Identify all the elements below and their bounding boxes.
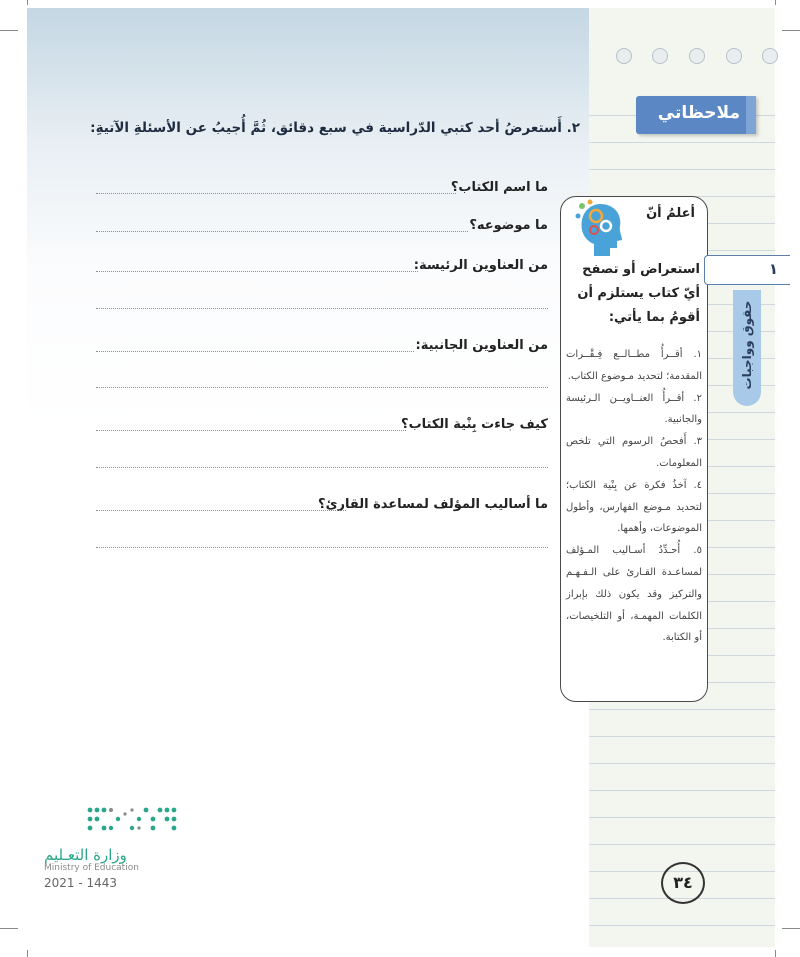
answer-row-side-headings <box>96 338 548 358</box>
list-item: ٥. أُحـدِّدُ أسـاليب المـؤلف لمساعـدة القـارئ على الـفـهـم والتركيز وقد يكون ذلك بإبراز الكلمات المهمـة، أو التلخيصات، أو الكتابة. <box>566 545 702 644</box>
head-gears-icon <box>570 196 626 258</box>
notes-tab-edge <box>746 96 756 134</box>
crop-mark <box>0 928 18 929</box>
answer-row-topic <box>96 218 548 238</box>
question-book-name: ما اسم الكتاب؟ <box>450 180 548 195</box>
binder-ring <box>689 48 705 64</box>
list-item: ٤. آخذُ فكرة عن بِنْية الكتاب؛ لتحديد مـوضع الفهارس، وأطول الموضوعات، وأهمها. <box>566 479 702 535</box>
question-title: ٢. أَستعرضُ أحد كتبي الدّراسية في سبع دقائق، ثُمَّ أُجيبُ عن الأسئلةِ الآتيةِ: <box>90 120 580 136</box>
answer-line[interactable] <box>96 510 346 511</box>
crop-mark <box>775 0 776 5</box>
notes-header-tab <box>636 96 756 134</box>
notes-title: ملاحظاتي <box>657 103 740 123</box>
unit-title: حقوق وواجبات <box>740 300 754 390</box>
answer-line[interactable] <box>96 231 468 232</box>
list-item: ٢. أقــرأُ العنــاويــن الـرئيسة والجانبية. <box>566 392 702 426</box>
answer-row-book-name <box>96 180 548 200</box>
unit-number: ١ <box>768 260 778 278</box>
ministry-name-arabic: وزارة التعـليم <box>44 846 127 864</box>
crop-mark <box>775 950 776 957</box>
answer-row-main-headings <box>96 258 548 278</box>
question-side-headings: من العناوين الجانبية: <box>415 338 548 353</box>
list-item: ٣. أَفحصُ الرسوم التي تلخص المعلومات. <box>566 436 702 469</box>
answer-row-methods <box>96 497 548 517</box>
answer-line[interactable] <box>96 308 548 309</box>
list-item: ١. أقــرأُ مطــالــع فِـقْــرات المقدمة؛ لتحديد مـوضوع الكتاب. <box>566 349 702 382</box>
answer-line[interactable] <box>96 430 406 431</box>
crop-mark <box>782 30 800 31</box>
know-box-list <box>566 344 702 649</box>
question-main-headings: من العناوين الرئيسة: <box>413 258 548 273</box>
page-number: ٣٤ <box>661 862 705 904</box>
answer-line[interactable] <box>96 271 418 272</box>
ministry-logo-icon <box>86 806 178 836</box>
answer-line[interactable] <box>96 351 414 352</box>
answer-line[interactable] <box>96 467 548 468</box>
answer-row-structure <box>96 417 548 437</box>
ministry-name-english: Ministry of Education <box>44 863 139 873</box>
answer-line[interactable] <box>96 387 548 388</box>
unit-number-tab <box>704 255 790 285</box>
know-box-title: أعلمُ أنّ <box>646 206 695 221</box>
binder-ring <box>616 48 632 64</box>
crop-mark <box>782 928 800 929</box>
ministry-year: 2021 - 1443 <box>44 876 118 890</box>
question-topic: ما موضوعه؟ <box>469 218 548 233</box>
question-methods: ما أساليب المؤلف لمساعدة القارئ؟ <box>318 497 548 512</box>
crop-mark <box>27 950 28 957</box>
crop-mark <box>27 0 28 5</box>
unit-title-tab <box>733 290 761 406</box>
binder-ring <box>652 48 668 64</box>
answer-line[interactable] <box>96 547 548 548</box>
question-structure: كيف جاءت بِنْية الكتاب؟ <box>401 417 548 432</box>
answer-line[interactable] <box>96 193 456 194</box>
binder-ring <box>762 48 778 64</box>
binder-ring <box>726 48 742 64</box>
know-box-main-text: استعراض أو تصفح أيّ كتاب يستلزم أن أقومُ بما يأتي: <box>577 262 700 325</box>
crop-mark <box>0 30 18 31</box>
